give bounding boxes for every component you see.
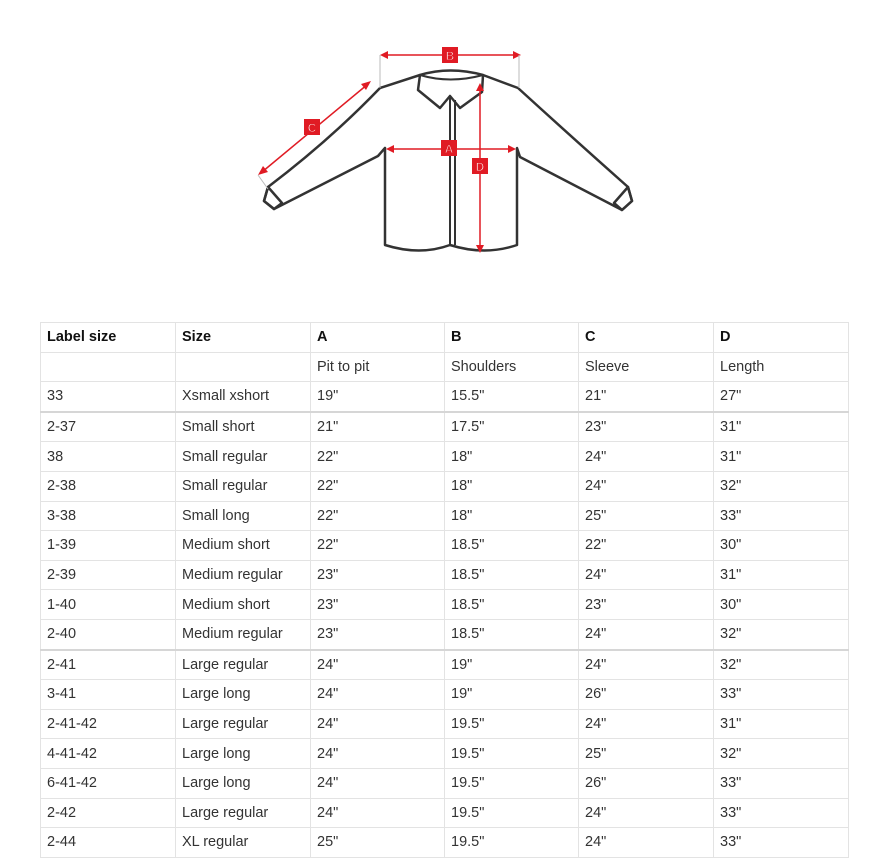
- table-row: [41, 680, 849, 710]
- table-cell: 31": [714, 442, 849, 472]
- table-cell: 19.5": [445, 768, 579, 798]
- table-cell: 24": [311, 739, 445, 769]
- label-c: C: [307, 121, 317, 135]
- table-cell: 24": [579, 828, 714, 858]
- table-cell: 2-41: [41, 650, 176, 680]
- table-cell: 18.5": [445, 590, 579, 620]
- table-cell: Medium short: [176, 590, 311, 620]
- label-b: B: [445, 49, 455, 63]
- table-cell: Large long: [176, 739, 311, 769]
- table-cell: 32": [714, 619, 849, 649]
- table-cell: 21": [579, 382, 714, 412]
- table-cell: 38: [41, 442, 176, 472]
- shirt-placket: [450, 96, 455, 245]
- table-cell: 24": [579, 650, 714, 680]
- measure-a: [386, 140, 516, 156]
- table-cell: 22": [579, 531, 714, 561]
- table-row: [41, 709, 849, 739]
- table-cell: 3-41: [41, 680, 176, 710]
- table-cell: 19.5": [445, 798, 579, 828]
- table-cell: 19.5": [445, 828, 579, 858]
- table-row: [41, 471, 849, 501]
- left-cuff: [264, 187, 282, 209]
- table-cell: 25": [579, 501, 714, 531]
- subheader-cell: Length: [714, 352, 849, 382]
- table-cell: 24": [311, 680, 445, 710]
- table-cell: 22": [311, 501, 445, 531]
- table-cell: 19": [311, 382, 445, 412]
- header-d: D: [714, 323, 849, 353]
- table-cell: Large long: [176, 680, 311, 710]
- table-cell: 18.5": [445, 531, 579, 561]
- shirt-outline: [264, 71, 632, 251]
- header-size: Size: [176, 323, 311, 353]
- table-row: [41, 828, 849, 858]
- table-cell: 32": [714, 739, 849, 769]
- table-cell: 2-40: [41, 619, 176, 649]
- table-cell: 2-44: [41, 828, 176, 858]
- measure-c: [258, 81, 371, 189]
- subheader-cell: Shoulders: [445, 352, 579, 382]
- table-cell: 18": [445, 501, 579, 531]
- table-row: [41, 560, 849, 590]
- table-cell: 2-41-42: [41, 709, 176, 739]
- table-row: [41, 412, 849, 442]
- table-row: [41, 619, 849, 649]
- table-cell: 33": [714, 828, 849, 858]
- table-row: [41, 739, 849, 769]
- table-subheader-row: [41, 352, 849, 382]
- table-cell: Small short: [176, 412, 311, 442]
- table-cell: 33": [714, 798, 849, 828]
- table-cell: 15.5": [445, 382, 579, 412]
- table-cell: Large regular: [176, 798, 311, 828]
- table-cell: 22": [311, 471, 445, 501]
- table-row: [41, 650, 849, 680]
- table-cell: 2-38: [41, 471, 176, 501]
- table-cell: 18": [445, 442, 579, 472]
- table-cell: Small regular: [176, 442, 311, 472]
- table-cell: 32": [714, 471, 849, 501]
- table-cell: 21": [311, 412, 445, 442]
- shirt-left-side: [264, 75, 450, 251]
- table-cell: 1-40: [41, 590, 176, 620]
- table-cell: Large regular: [176, 709, 311, 739]
- table-cell: 23": [311, 590, 445, 620]
- table-cell: 18.5": [445, 619, 579, 649]
- header-label-size: Label size: [41, 323, 176, 353]
- shirt-diagram-svg: [0, 0, 881, 300]
- size-chart-table: [40, 322, 849, 858]
- table-cell: 2-39: [41, 560, 176, 590]
- measure-d: [472, 83, 488, 253]
- table-cell: 25": [311, 828, 445, 858]
- table-cell: Medium regular: [176, 560, 311, 590]
- table-cell: Medium short: [176, 531, 311, 561]
- table-cell: Small regular: [176, 471, 311, 501]
- table-cell: Medium regular: [176, 619, 311, 649]
- table-cell: 30": [714, 531, 849, 561]
- table-cell: 27": [714, 382, 849, 412]
- table-cell: 22": [311, 442, 445, 472]
- label-d: D: [475, 160, 485, 174]
- table-cell: 24": [311, 768, 445, 798]
- table-cell: 32": [714, 650, 849, 680]
- table-row: [41, 442, 849, 472]
- table-row: [41, 798, 849, 828]
- table-cell: Small long: [176, 501, 311, 531]
- table-row: [41, 501, 849, 531]
- table-cell: 23": [311, 560, 445, 590]
- table-cell: 24": [579, 471, 714, 501]
- label-a: A: [444, 142, 454, 156]
- table-cell: 24": [579, 442, 714, 472]
- table-row: [41, 590, 849, 620]
- table-cell: 19": [445, 680, 579, 710]
- subheader-cell: [176, 352, 311, 382]
- table-cell: 6-41-42: [41, 768, 176, 798]
- right-cuff: [614, 187, 632, 210]
- subheader-cell: Pit to pit: [311, 352, 445, 382]
- table-cell: 33": [714, 501, 849, 531]
- table-header-row: [41, 323, 849, 353]
- table-cell: 19.5": [445, 739, 579, 769]
- table-cell: 31": [714, 709, 849, 739]
- table-row: [41, 768, 849, 798]
- table-cell: 3-38: [41, 501, 176, 531]
- table-cell: 1-39: [41, 531, 176, 561]
- table-cell: XL regular: [176, 828, 311, 858]
- table-cell: 24": [579, 709, 714, 739]
- table-cell: Large long: [176, 768, 311, 798]
- table-cell: 2-42: [41, 798, 176, 828]
- table-cell: 24": [311, 650, 445, 680]
- table-cell: 24": [311, 709, 445, 739]
- subheader-cell: Sleeve: [579, 352, 714, 382]
- header-c: C: [579, 323, 714, 353]
- table-cell: 33: [41, 382, 176, 412]
- table-cell: Large regular: [176, 650, 311, 680]
- table-cell: 33": [714, 768, 849, 798]
- table-cell: 26": [579, 768, 714, 798]
- shirt-measurement-diagram: [0, 0, 881, 300]
- table-cell: 24": [311, 798, 445, 828]
- table-row: [41, 531, 849, 561]
- table-cell: 30": [714, 590, 849, 620]
- table-cell: 18": [445, 471, 579, 501]
- table-cell: 31": [714, 412, 849, 442]
- table-cell: 19.5": [445, 709, 579, 739]
- table-cell: 22": [311, 531, 445, 561]
- table-cell: 19": [445, 650, 579, 680]
- table-cell: 25": [579, 739, 714, 769]
- collar-band: [420, 75, 483, 80]
- table-row: [41, 382, 849, 412]
- table-cell: 24": [579, 798, 714, 828]
- table-cell: 26": [579, 680, 714, 710]
- table-cell: Xsmall xshort: [176, 382, 311, 412]
- header-b: B: [445, 323, 579, 353]
- header-a: A: [311, 323, 445, 353]
- table-cell: 31": [714, 560, 849, 590]
- table-cell: 23": [311, 619, 445, 649]
- table-cell: 18.5": [445, 560, 579, 590]
- table-cell: 4-41-42: [41, 739, 176, 769]
- table-cell: 2-37: [41, 412, 176, 442]
- table-cell: 17.5": [445, 412, 579, 442]
- table-cell: 24": [579, 619, 714, 649]
- table-cell: 33": [714, 680, 849, 710]
- table-cell: 23": [579, 590, 714, 620]
- table-cell: 24": [579, 560, 714, 590]
- table-body: [41, 352, 849, 857]
- table-cell: 23": [579, 412, 714, 442]
- subheader-cell: [41, 352, 176, 382]
